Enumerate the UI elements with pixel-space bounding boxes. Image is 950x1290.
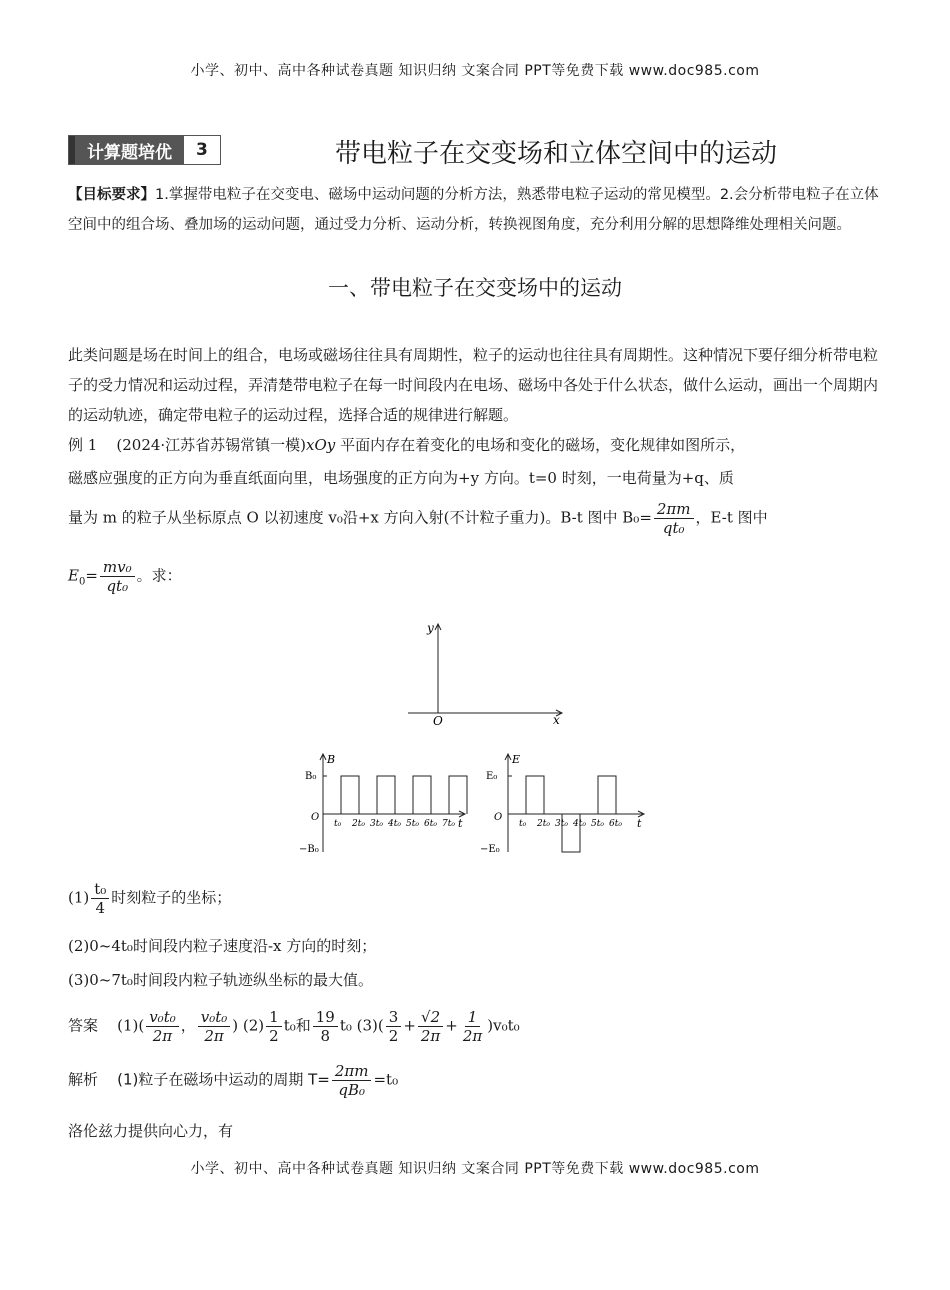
question-2: (2)0~4t₀时间段内粒子速度沿-x 方向的时刻； [68, 937, 377, 955]
example-line-3: 量为 m 的粒子从坐标原点 O 以初速度 v₀沿+x 方向入射(不计粒子重力)。B-t 图中 B₀= $\frac{2\pi m}{\text{qt₀}}$ ，E-t 图中 [68, 500, 768, 537]
bt-tick-label: 5t₀ [406, 819, 419, 829]
analysis-label: 解析 [68, 1070, 99, 1089]
origin-label: O [433, 714, 443, 728]
et-tick-label: 2t₀ [537, 819, 550, 829]
xoy-axes-figure [400, 618, 575, 728]
bt-tick-label: 3t₀ [370, 819, 383, 829]
analysis-line-2: 洛伦兹力提供向心力，有 [68, 1122, 234, 1140]
page-header: 小学、初中、高中各种试卷真题 知识归纳 文案合同 PPT等免费下载 www.doc985.com [190, 63, 760, 79]
b-axis-label: B [327, 753, 336, 766]
et-tick-label: 4t₀ [573, 819, 586, 829]
intro-paragraph: 此类问题是场在时间上的组合，电场或磁场往往具有周期性，粒子的运动也往往具有周期性。这种情况下要仔细分析带电粒子的受力情况和运动过程，弄清楚带电粒子在每一时间段内在电场、磁场中各处于什么状态，做什么运动，画出一个周期内的运动轨迹，确定带电粒子的运动过程，选择合适的规律进行解题。 [68, 346, 879, 424]
bt-pulse [341, 776, 359, 814]
et-tick-label: 5t₀ [591, 819, 604, 829]
analysis-line: 解析 (1)粒子在磁场中运动的周期 T= $\frac{2\pi m}{\text{qB₀}}$ =t₀ [68, 1062, 399, 1099]
b0-label: B₀ [305, 771, 317, 782]
b0-fraction: $\frac{2\pi m}{\text{qt₀}}$ [654, 500, 694, 537]
et-origin-label: O [494, 812, 503, 823]
question-1: (1) $\frac{\text{t₀}}{4}$ 时刻粒子的坐标； [68, 880, 232, 917]
bt-t-axis-label: t [458, 817, 463, 830]
answer-frac-1: $\frac{\text{v₀t₀}}{2\pi}$ [146, 1008, 179, 1045]
e0-fraction: $\frac{\text{mv₀}}{\text{qt₀}}$ [100, 558, 135, 595]
bt-pulse [449, 776, 467, 814]
page-footer: 小学、初中、高中各种试卷真题 知识归纳 文案合同 PPT等免费下载 www.doc985.com [190, 1161, 760, 1177]
et-t-axis-label: t [637, 817, 642, 830]
x-axis-label: x [553, 713, 560, 727]
bt-tick-label: t₀ [334, 819, 342, 829]
e-axis-label: E [512, 753, 521, 766]
bt-origin-label: O [311, 812, 320, 823]
bt-tick-label: 2t₀ [352, 819, 365, 829]
bt-tick-label: 6t₀ [424, 819, 437, 829]
badge-number: 3 [196, 140, 208, 160]
goals-paragraph [68, 180, 888, 240]
example-line-4: $E_0=$ $\frac{\text{mv₀}}{\text{qt₀}}$ 。求： [68, 558, 182, 595]
bt-pulse [377, 776, 395, 814]
et-tick-label: t₀ [519, 819, 527, 829]
answer-frac-6: $\frac{√2}{2\pi}$ [418, 1008, 443, 1045]
et-tick-label: 6t₀ [609, 819, 622, 829]
e0-label: E₀ [486, 771, 498, 782]
neg-b0-label: −B₀ [299, 844, 319, 855]
section-title: 一、带电粒子在交变场中的运动 [328, 276, 622, 300]
neg-e0-label: −E₀ [480, 844, 500, 855]
page-title: 带电粒子在交变场和立体空间中的运动 [335, 139, 778, 169]
b-t-graph [295, 748, 475, 858]
goals-label: 【目标要求】 [68, 187, 155, 203]
et-pulse [598, 776, 616, 814]
e-t-graph [480, 748, 650, 858]
bt-tick-label: 7t₀ [442, 819, 455, 829]
example-source: (2024·江苏省苏锡常镇一模) [116, 436, 307, 454]
analysis-period-fraction: $\frac{2\pi m}{\text{qB₀}}$ [332, 1062, 372, 1099]
answer-frac-3: $\frac{1}{2}$ [266, 1008, 282, 1045]
q1-fraction: $\frac{\text{t₀}}{4}$ [91, 880, 109, 917]
question-3: (3)0~7t₀时间段内粒子轨迹纵坐标的最大值。 [68, 971, 373, 989]
et-tick-label: 3t₀ [555, 819, 568, 829]
answer-frac-5: $\frac{3}{2}$ [386, 1008, 402, 1045]
badge-label: 计算题培优 [69, 136, 184, 164]
example-line1-text: 平面内存在着变化的电场和变化的磁场，变化规律如图所示， [340, 436, 746, 454]
example-line-2: 磁感应强度的正方向为垂直纸面向里，电场强度的正方向为+y 方向。t=0 时刻，一电荷量为+q、质 [68, 469, 734, 487]
bt-pulse [413, 776, 431, 814]
bt-tick-label: 4t₀ [388, 819, 401, 829]
answer-frac-2: $\frac{\text{v₀t₀}}{2\pi}$ [198, 1008, 231, 1045]
example-label: 例 1 [68, 436, 98, 454]
topic-badge [68, 135, 221, 165]
answer-line: 答案 (1)( $\frac{\text{v₀t₀}}{2\pi}$ ， $\frac{\text{v₀t₀}}{2\pi}$ ) (2) $\frac{1}{2}$ t₀和 $\frac{19}{8}$ t₀ (3)( $\frac{3}{2}$ + $\frac{√2}{2\pi}$ + $\frac{1}{2\pi}$ )v₀t₀ [68, 1008, 520, 1045]
answer-label: 答案 [68, 1016, 99, 1035]
goals-text: 1.掌握带电粒子在交变电、磁场中运动问题的分析方法，熟悉带电粒子运动的常见模型。2.会分析带电粒子在立体空间中的组合场、叠加场的运动问题，通过受力分析、运动分析，转换视图角度，充分利用分解的思想降维处理相关问题。 [68, 187, 879, 233]
answer-frac-7: $\frac{1}{2\pi}$ [462, 1008, 483, 1045]
y-axis-label: y [427, 621, 434, 635]
example-line-1: 例 1 (2024·江苏省苏锡常镇一模)xOy 平面内存在着变化的电场和变化的磁场，变化规律如图所示， [68, 436, 746, 454]
et-pulse [526, 776, 544, 814]
answer-frac-4: $\frac{19}{8}$ [313, 1008, 338, 1045]
